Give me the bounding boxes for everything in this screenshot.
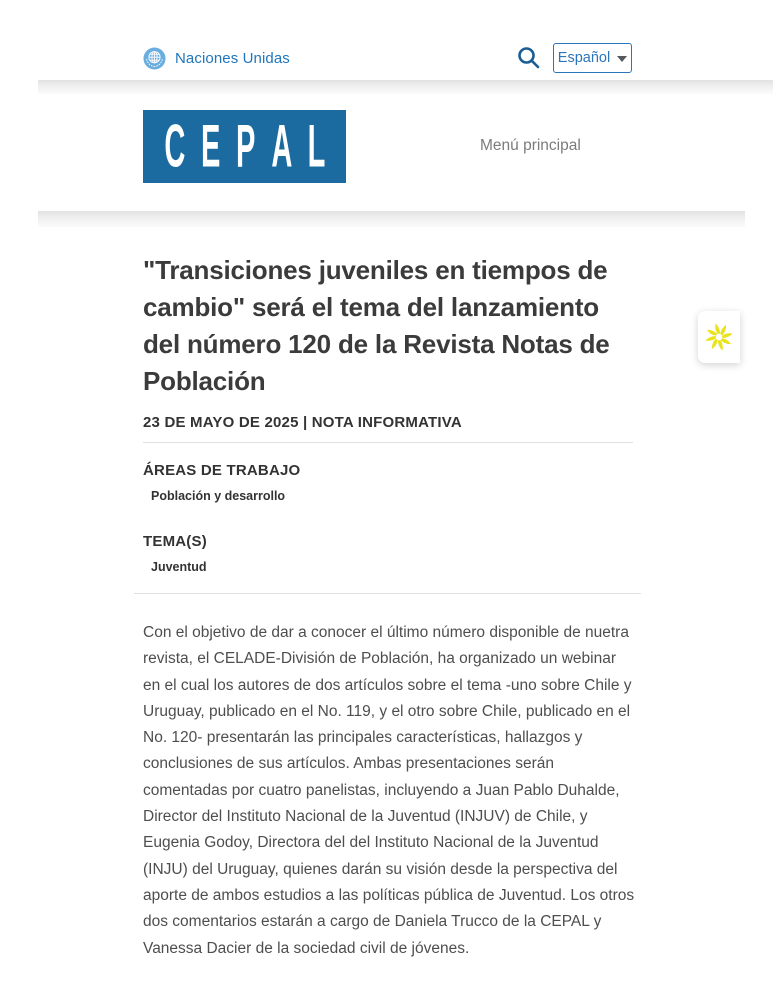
language-selector[interactable] xyxy=(553,43,632,73)
un-emblem-icon xyxy=(143,47,166,70)
work-area-link[interactable]: Población y desarrollo xyxy=(151,489,286,503)
topic-link[interactable]: Juventud xyxy=(151,560,207,574)
section-divider-shadow-header xyxy=(38,211,745,227)
topics-section xyxy=(143,533,638,574)
un-label: Naciones Unidas xyxy=(175,50,290,67)
logo-letter: P xyxy=(236,112,256,180)
asterisk-accessibility-icon xyxy=(703,321,735,353)
work-areas-section xyxy=(143,462,638,503)
top-utility-bar xyxy=(0,0,773,80)
logo-letter: A xyxy=(271,112,293,180)
language-selector-label: Español xyxy=(557,50,611,66)
divider-rule xyxy=(134,593,641,594)
un-home-link[interactable] xyxy=(143,47,290,70)
accessibility-widget-button[interactable] xyxy=(698,311,740,363)
page-title: "Transiciones juveniles en tiempos de cambio" será el tema del lanzamiento del número 120 de la Revista Notas de Población xyxy=(143,255,610,396)
divider-rule xyxy=(143,442,633,443)
article-body-text: Con el objetivo de dar a conocer el último número disponible de nuetra revista, el CELADE-División de Población, ha organizado un webinar en el cual los autores de dos artículos sobre el tema -uno sobre Chile y Uruguay, publicado en el No. 119, y el otro sobre Chile, publicado en el No. 120- presentarán las principales características, hallazgos y conclusiones de sus artículos. Ambas presentaciones serán comentadas por cuatro panelistas, incluyendo a Juan Pablo Duhalde, Director del Instituto Nacional de la Juventud (INJUV) de Chile, y Eugenia Godoy, Directora del del Instituto Nacional de la Juventud (INJU) del Uruguay, quienes darán su visión desde la perspectiva del aporte de ambos estudios a las políticas pública de Juventud. Los otros dos comentarios estarán a cargo de Daniela Trucco de la CEPAL y Vanessa Dacier de la sociedad civil de jóvenes. xyxy=(143,624,635,957)
site-header xyxy=(0,94,773,211)
logo-letter: E xyxy=(201,112,221,180)
cepal-logo[interactable] xyxy=(143,110,346,183)
main-menu-button[interactable]: Menú principal xyxy=(480,137,581,154)
chevron-down-icon xyxy=(617,56,627,62)
article-content xyxy=(143,252,638,962)
search-button[interactable] xyxy=(516,45,542,71)
logo-letter: C xyxy=(164,112,186,180)
work-areas-label: ÁREAS DE TRABAJO xyxy=(143,462,301,479)
section-divider-shadow-top xyxy=(38,80,773,94)
logo-letter: L xyxy=(307,112,326,180)
article-date-type: 23 DE MAYO DE 2025 | NOTA INFORMATIVA xyxy=(143,414,462,431)
topics-label: TEMA(S) xyxy=(143,533,207,550)
